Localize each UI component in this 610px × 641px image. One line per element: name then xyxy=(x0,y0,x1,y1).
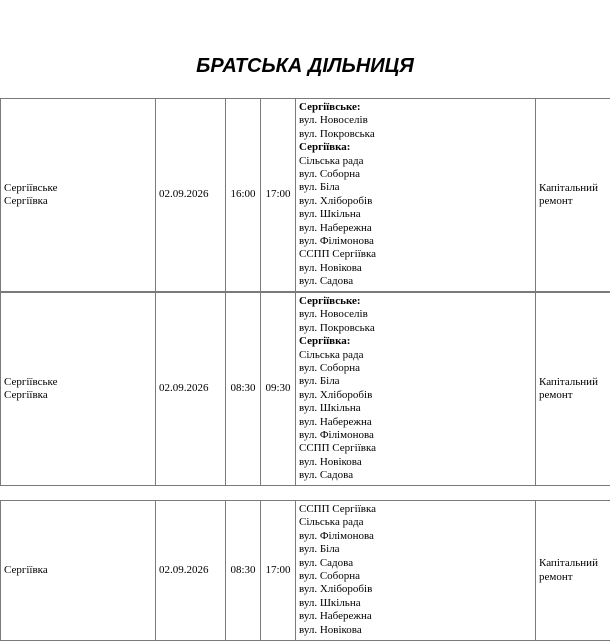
reason-cell xyxy=(536,293,610,486)
settlement-name: Сергіївка xyxy=(4,564,152,577)
table-row xyxy=(1,99,610,292)
street-item: вул. Новоселів xyxy=(299,114,532,127)
outage-table-block xyxy=(0,98,610,292)
date-cell: 02.09.2026 xyxy=(156,99,226,292)
settlement-name: Сергіївське xyxy=(4,182,152,195)
street-item: вул. Новікова xyxy=(299,624,532,637)
outage-table-block xyxy=(0,500,610,641)
street-item: вул. Набережна xyxy=(299,416,532,429)
street-item: вул. Садова xyxy=(299,275,532,288)
time-to-cell: 17:00 xyxy=(261,99,296,292)
street-item: вул. Філімонова xyxy=(299,429,532,442)
street-item: вул. Хліборобів xyxy=(299,195,532,208)
reason-text: ремонт xyxy=(539,571,607,584)
street-item: вул. Шкільна xyxy=(299,402,532,415)
street-group-heading: Сергіївське: xyxy=(299,295,532,308)
time-to-cell: 09:30 xyxy=(261,293,296,486)
street-item: вул. Біла xyxy=(299,181,532,194)
street-item: вул. Набережна xyxy=(299,610,532,623)
street-item: Сільська рада xyxy=(299,516,532,529)
table-row xyxy=(1,501,610,641)
table-row xyxy=(1,293,610,486)
reason-text: ремонт xyxy=(539,195,607,208)
time-from-cell: 08:30 xyxy=(226,501,261,641)
street-item: вул. Хліборобів xyxy=(299,583,532,596)
page-title: БРАТСЬКА ДІЛЬНИЦЯ xyxy=(0,55,610,78)
street-item: вул. Соборна xyxy=(299,168,532,181)
reason-text: ремонт xyxy=(539,389,607,402)
street-item: ССПП Сергіївка xyxy=(299,248,532,261)
street-item: вул. Шкільна xyxy=(299,208,532,221)
street-item: вул. Хліборобів xyxy=(299,389,532,402)
streets-cell xyxy=(296,99,536,292)
street-item: вул. Новікова xyxy=(299,262,532,275)
street-item: вул. Соборна xyxy=(299,570,532,583)
settlement-cell xyxy=(1,99,156,292)
street-item: вул. Набережна xyxy=(299,222,532,235)
settlement-name: Сергіївське xyxy=(4,376,152,389)
reason-text: Капітальний xyxy=(539,376,607,389)
street-item: Сільська рада xyxy=(299,155,532,168)
settlement-cell xyxy=(1,501,156,641)
reason-text: Капітальний xyxy=(539,557,607,570)
streets-cell xyxy=(296,293,536,486)
street-item: вул. Покровська xyxy=(299,322,532,335)
reason-cell xyxy=(536,501,610,641)
time-from-cell: 16:00 xyxy=(226,99,261,292)
street-group-heading: Сергіївка: xyxy=(299,335,532,348)
street-item: вул. Біла xyxy=(299,375,532,388)
reason-cell xyxy=(536,99,610,292)
street-item: вул. Новоселів xyxy=(299,308,532,321)
settlement-cell xyxy=(1,293,156,486)
street-item: ССПП Сергіївка xyxy=(299,503,532,516)
street-group-heading: Сергіївське: xyxy=(299,101,532,114)
street-item: вул. Новікова xyxy=(299,456,532,469)
time-to-cell: 17:00 xyxy=(261,501,296,641)
time-from-cell: 08:30 xyxy=(226,293,261,486)
street-item: вул. Філімонова xyxy=(299,235,532,248)
street-item: вул. Соборна xyxy=(299,362,532,375)
settlement-name: Сергіївка xyxy=(4,389,152,402)
street-item: ССПП Сергіївка xyxy=(299,442,532,455)
date-cell: 02.09.2026 xyxy=(156,501,226,641)
street-item: вул. Покровська xyxy=(299,128,532,141)
streets-cell xyxy=(296,501,536,641)
street-group-heading: Сергіївка: xyxy=(299,141,532,154)
street-item: вул. Шкільна xyxy=(299,597,532,610)
street-item: вул. Садова xyxy=(299,557,532,570)
reason-text: Капітальний xyxy=(539,182,607,195)
settlement-name: Сергіївка xyxy=(4,195,152,208)
street-item: Сільська рада xyxy=(299,349,532,362)
street-item: вул. Біла xyxy=(299,543,532,556)
street-item: вул. Філімонова xyxy=(299,530,532,543)
date-cell: 02.09.2026 xyxy=(156,293,226,486)
street-item: вул. Садова xyxy=(299,469,532,482)
outage-table-block xyxy=(0,292,610,486)
